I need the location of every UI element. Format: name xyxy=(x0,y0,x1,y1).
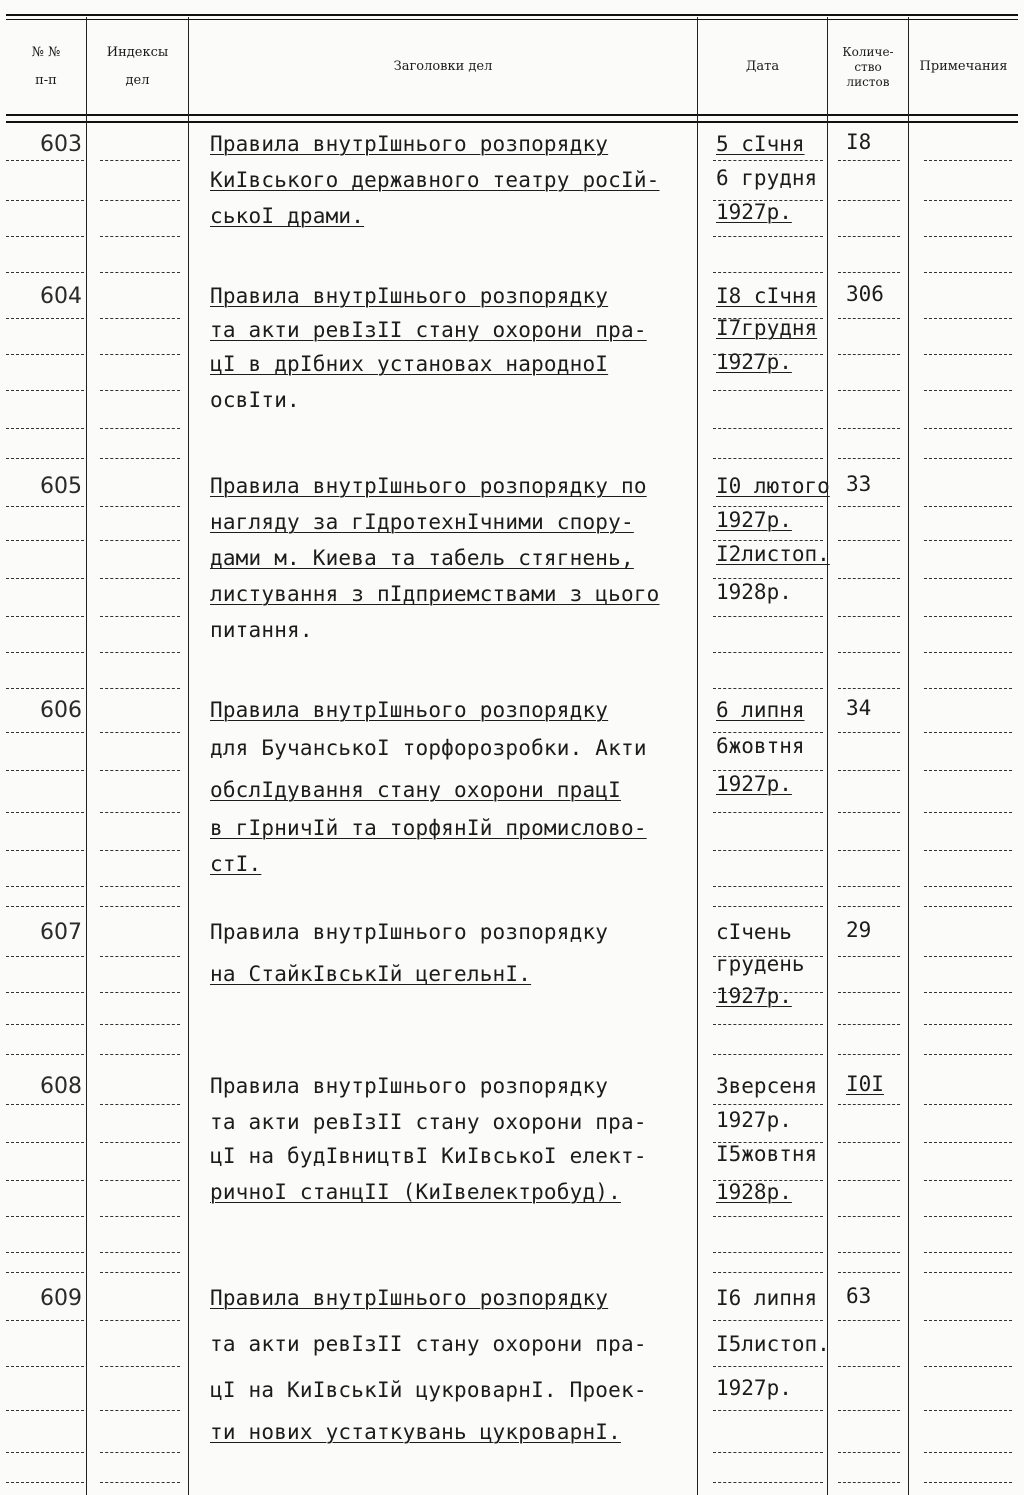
row-rule xyxy=(713,428,823,429)
row-rule xyxy=(924,652,1012,653)
entry-date-line: 1928р. xyxy=(716,580,792,604)
row-rule xyxy=(100,200,180,201)
row-rule xyxy=(100,956,180,957)
row-rule xyxy=(100,506,180,507)
row-rule xyxy=(838,886,900,887)
row-rule xyxy=(924,1410,1012,1411)
row-rule xyxy=(6,578,84,579)
row-rule xyxy=(6,886,84,887)
row-rule xyxy=(838,354,900,355)
row-rule xyxy=(6,992,84,993)
entry-title-line: КиIвського державного театру росIй- xyxy=(210,168,660,192)
row-rule xyxy=(6,616,84,617)
entry-title-line: та акти ревIзII стану охорони пра- xyxy=(210,318,647,342)
row-rule xyxy=(838,318,900,319)
entry-date-line: 1927р. xyxy=(716,1376,792,1400)
row-rule xyxy=(713,1104,823,1105)
row-rule xyxy=(713,506,823,507)
row-rule xyxy=(100,812,180,813)
row-rule xyxy=(6,770,84,771)
column-divider xyxy=(697,17,698,1495)
entry-date-line: I0 лютого xyxy=(716,474,830,498)
row-rule xyxy=(924,956,1012,957)
row-rule xyxy=(924,318,1012,319)
row-rule xyxy=(6,540,84,541)
row-rule xyxy=(838,200,900,201)
row-rule xyxy=(838,1452,900,1453)
row-rule xyxy=(838,1272,900,1273)
entry-title-line: Правила внутрIшнього розпорядку по xyxy=(210,474,647,498)
row-rule xyxy=(6,1216,84,1217)
row-rule xyxy=(6,354,84,355)
row-rule xyxy=(713,1054,823,1055)
top-rule xyxy=(6,14,1018,16)
entry-date-line: 5 сIчня xyxy=(716,132,805,156)
row-rule xyxy=(838,906,900,907)
row-rule xyxy=(838,850,900,851)
row-rule xyxy=(6,652,84,653)
row-rule xyxy=(838,236,900,237)
row-rule xyxy=(100,318,180,319)
row-rule xyxy=(6,428,84,429)
header-title: Заголовки дел xyxy=(393,59,493,74)
row-rule xyxy=(6,1180,84,1181)
row-rule xyxy=(100,1272,180,1273)
row-rule xyxy=(100,732,180,733)
row-rule xyxy=(100,688,180,689)
row-rule xyxy=(924,160,1012,161)
entry-title-line: Правила внутрIшнього розпорядку xyxy=(210,698,609,722)
row-rule xyxy=(713,578,823,579)
row-rule xyxy=(838,992,900,993)
entry-date-line: 1927р. xyxy=(716,984,792,1008)
row-rule xyxy=(713,652,823,653)
entry-title-line: стI. xyxy=(210,852,262,876)
row-rule xyxy=(838,272,900,273)
entry-date-line: I5жовтня xyxy=(716,1142,818,1166)
entry-title-line: Правила внутрIшнього розпорядку xyxy=(210,1286,609,1310)
row-rule xyxy=(924,1366,1012,1367)
row-rule xyxy=(713,1410,823,1411)
row-rule xyxy=(924,1320,1012,1321)
row-rule xyxy=(713,732,823,733)
entry-date-line: 1927р. xyxy=(716,1108,792,1132)
row-rule xyxy=(713,458,823,459)
row-rule xyxy=(100,1216,180,1217)
entry-sheets: 63 xyxy=(846,1284,872,1308)
entry-title-line: нагляду за гIдротехнIчними спору- xyxy=(210,510,634,534)
entry-number: 603 xyxy=(40,132,82,157)
row-rule xyxy=(6,1142,84,1143)
row-rule xyxy=(6,1482,84,1483)
entry-title-line: ричноI станцII (КиIвелектробуд). xyxy=(210,1180,621,1204)
entry-title-line: ськоI драми. xyxy=(210,204,365,228)
row-rule xyxy=(6,506,84,507)
row-rule xyxy=(838,652,900,653)
entry-title-line: Правила внутрIшнього розпорядку xyxy=(210,1074,609,1098)
row-rule xyxy=(924,354,1012,355)
row-rule xyxy=(6,1054,84,1055)
entry-date-line: грудень xyxy=(716,952,805,976)
row-rule xyxy=(6,272,84,273)
entry-number: 605 xyxy=(40,474,82,499)
row-rule xyxy=(924,428,1012,429)
row-rule xyxy=(838,578,900,579)
row-rule xyxy=(924,1252,1012,1253)
row-rule xyxy=(100,1180,180,1181)
entry-date-line: I7грудня xyxy=(716,316,818,340)
row-rule xyxy=(6,458,84,459)
row-rule xyxy=(838,1216,900,1217)
row-rule xyxy=(100,1320,180,1321)
row-rule xyxy=(924,1452,1012,1453)
entry-title-line: листування з пIдприемствами з цього xyxy=(210,582,660,606)
entry-date-line: I5листоп. xyxy=(716,1332,830,1356)
row-rule xyxy=(713,1366,823,1367)
row-rule xyxy=(838,1366,900,1367)
header-count-line3: листов xyxy=(846,74,890,89)
row-rule xyxy=(713,160,823,161)
row-rule xyxy=(924,1142,1012,1143)
row-rule xyxy=(6,200,84,201)
row-rule xyxy=(838,616,900,617)
row-rule xyxy=(838,1104,900,1105)
row-rule xyxy=(838,428,900,429)
row-rule xyxy=(6,318,84,319)
row-rule xyxy=(838,732,900,733)
entry-title-line: дами м. Киева та табель стягнень, xyxy=(210,546,634,570)
row-rule xyxy=(838,812,900,813)
row-rule xyxy=(924,616,1012,617)
entry-date-line: I8 сIчня xyxy=(716,284,818,308)
row-rule xyxy=(713,688,823,689)
entry-sheets: 34 xyxy=(846,696,872,720)
row-rule xyxy=(100,272,180,273)
row-rule xyxy=(924,1180,1012,1181)
entry-date-line: 1927р. xyxy=(716,200,792,224)
row-rule xyxy=(924,770,1012,771)
header-date: Дата xyxy=(745,59,780,74)
row-rule xyxy=(6,1320,84,1321)
row-rule xyxy=(924,1104,1012,1105)
row-rule xyxy=(6,236,84,237)
row-rule xyxy=(924,812,1012,813)
row-rule xyxy=(924,272,1012,273)
row-rule xyxy=(100,992,180,993)
row-rule xyxy=(713,886,823,887)
entry-title-line: Правила внутрIшнього розпорядку xyxy=(210,284,609,308)
entry-sheets: I0I xyxy=(846,1072,884,1096)
row-rule xyxy=(713,1482,823,1483)
entry-date-line: 1927р. xyxy=(716,350,792,374)
row-rule xyxy=(100,578,180,579)
row-rule xyxy=(100,1142,180,1143)
row-rule xyxy=(838,770,900,771)
row-rule xyxy=(6,1024,84,1025)
row-rule xyxy=(6,1452,84,1453)
entry-title-line: на СтайкIвськIй цегельнI. xyxy=(210,962,532,986)
row-rule xyxy=(713,540,823,541)
entry-title-line: питання. xyxy=(210,618,313,642)
row-rule xyxy=(713,1452,823,1453)
entry-title-line: обслIдування стану охорони працI xyxy=(210,778,621,802)
row-rule xyxy=(924,1272,1012,1273)
entry-title-line: ти нових устаткувань цукроварнI. xyxy=(210,1420,621,1444)
row-rule xyxy=(100,458,180,459)
row-rule xyxy=(100,540,180,541)
row-rule xyxy=(924,906,1012,907)
entry-title-line: для БучанськоI торфорозробки. Акти xyxy=(210,736,647,760)
row-rule xyxy=(100,354,180,355)
row-rule xyxy=(100,1410,180,1411)
header-count xyxy=(828,20,908,114)
row-rule xyxy=(6,1366,84,1367)
row-rule xyxy=(924,390,1012,391)
entry-date-line: 6 липня xyxy=(716,698,805,722)
row-rule xyxy=(100,906,180,907)
row-rule xyxy=(6,812,84,813)
entry-date-line: 6 грудня xyxy=(716,166,818,190)
row-rule xyxy=(838,1142,900,1143)
header-index-line2: дел xyxy=(125,73,150,88)
row-rule xyxy=(838,1482,900,1483)
row-rule xyxy=(6,1104,84,1105)
header-index-line1: Индексы xyxy=(106,45,169,60)
row-rule xyxy=(100,886,180,887)
row-rule xyxy=(924,236,1012,237)
entry-number: 606 xyxy=(40,698,82,723)
row-rule xyxy=(100,1054,180,1055)
entry-title-line: та акти ревIзII стану охорони пра- xyxy=(210,1332,647,1356)
row-rule xyxy=(100,770,180,771)
header-count-line1: Количе- xyxy=(842,44,894,59)
row-rule xyxy=(713,1024,823,1025)
row-rule xyxy=(6,688,84,689)
column-divider xyxy=(908,17,909,1495)
row-rule xyxy=(924,1216,1012,1217)
entry-sheets: 29 xyxy=(846,918,872,942)
entry-number: 608 xyxy=(40,1074,82,1099)
row-rule xyxy=(924,458,1012,459)
header-bottom-rule-double xyxy=(6,121,1018,123)
entry-title-line: Правила внутрIшнього розпорядку xyxy=(210,920,609,944)
entry-title-line: цI в дрIбних установах народноI xyxy=(210,352,609,376)
row-rule xyxy=(713,616,823,617)
row-rule xyxy=(6,1252,84,1253)
entry-date-line: I6 липня xyxy=(716,1286,818,1310)
row-rule xyxy=(924,850,1012,851)
row-rule xyxy=(713,1216,823,1217)
header-count-line2: ство xyxy=(854,59,882,74)
row-rule xyxy=(100,160,180,161)
row-rule xyxy=(713,390,823,391)
row-rule xyxy=(838,540,900,541)
row-rule xyxy=(6,1272,84,1273)
row-rule xyxy=(924,200,1012,201)
header-number-line1: № № xyxy=(31,45,61,60)
row-rule xyxy=(100,390,180,391)
row-rule xyxy=(100,236,180,237)
row-rule xyxy=(6,850,84,851)
entry-sheets: 33 xyxy=(846,472,872,496)
row-rule xyxy=(6,1410,84,1411)
entry-date-line: I2листоп. xyxy=(716,542,830,566)
entry-date-line: Зверсеня xyxy=(716,1074,818,1098)
row-rule xyxy=(838,1320,900,1321)
row-rule xyxy=(838,160,900,161)
row-rule xyxy=(924,506,1012,507)
header-number-line2: п-п xyxy=(35,73,57,88)
row-rule xyxy=(100,850,180,851)
entry-number: 607 xyxy=(40,920,82,945)
entry-date-line: 1927р. xyxy=(716,772,792,796)
row-rule xyxy=(713,1272,823,1273)
row-rule xyxy=(713,770,823,771)
entry-title-line: та акти ревIзII стану охорони пра- xyxy=(210,1110,647,1134)
row-rule xyxy=(6,906,84,907)
entry-title-line: Правила внутрIшнього розпорядку xyxy=(210,132,609,156)
entry-date-line: 6жовтня xyxy=(716,734,805,758)
row-rule xyxy=(838,506,900,507)
header-number xyxy=(6,20,86,114)
row-rule xyxy=(838,688,900,689)
row-rule xyxy=(838,956,900,957)
row-rule xyxy=(100,1024,180,1025)
row-rule xyxy=(713,850,823,851)
row-rule xyxy=(924,578,1012,579)
row-rule xyxy=(6,732,84,733)
row-rule xyxy=(6,390,84,391)
row-rule xyxy=(100,428,180,429)
column-divider xyxy=(827,17,828,1495)
row-rule xyxy=(924,540,1012,541)
row-rule xyxy=(713,906,823,907)
row-rule xyxy=(924,1024,1012,1025)
row-rule xyxy=(838,1252,900,1253)
entry-title-line: цI на КиIвськIй цукроварнI. Проек- xyxy=(210,1378,647,1402)
row-rule xyxy=(924,992,1012,993)
entry-date-line: 1927р. xyxy=(716,508,792,532)
row-rule xyxy=(100,1252,180,1253)
entry-title-line: цI на будIвництвI КиIвськоI елект- xyxy=(210,1144,647,1168)
row-rule xyxy=(100,616,180,617)
row-rule xyxy=(924,1482,1012,1483)
entry-date-line: сIчень xyxy=(716,920,792,944)
header-bottom-rule xyxy=(6,114,1018,116)
entry-sheets: I8 xyxy=(846,130,872,154)
row-rule xyxy=(713,236,823,237)
row-rule xyxy=(838,1180,900,1181)
entry-sheets: 306 xyxy=(846,282,884,306)
row-rule xyxy=(100,652,180,653)
header-notes: Примечания xyxy=(919,59,1008,74)
row-rule xyxy=(100,1366,180,1367)
column-divider xyxy=(86,17,87,1495)
row-rule xyxy=(713,1320,823,1321)
row-rule xyxy=(713,812,823,813)
header-index xyxy=(87,20,188,114)
row-rule xyxy=(100,1104,180,1105)
row-rule xyxy=(838,390,900,391)
entry-number: 609 xyxy=(40,1286,82,1311)
row-rule xyxy=(924,732,1012,733)
row-rule xyxy=(924,688,1012,689)
row-rule xyxy=(838,458,900,459)
row-rule xyxy=(100,1452,180,1453)
row-rule xyxy=(924,1054,1012,1055)
entry-date-line: 1928р. xyxy=(716,1180,792,1204)
entry-number: 604 xyxy=(40,284,82,309)
row-rule xyxy=(838,1024,900,1025)
row-rule xyxy=(713,1252,823,1253)
row-rule xyxy=(6,956,84,957)
row-rule xyxy=(838,1054,900,1055)
entry-title-line: в гIрничIй та торфянIй промислово- xyxy=(210,816,647,840)
row-rule xyxy=(6,160,84,161)
column-divider xyxy=(188,17,189,1495)
row-rule xyxy=(100,1482,180,1483)
row-rule xyxy=(924,886,1012,887)
entry-title-line: освIти. xyxy=(210,388,300,412)
row-rule xyxy=(713,272,823,273)
row-rule xyxy=(838,1410,900,1411)
